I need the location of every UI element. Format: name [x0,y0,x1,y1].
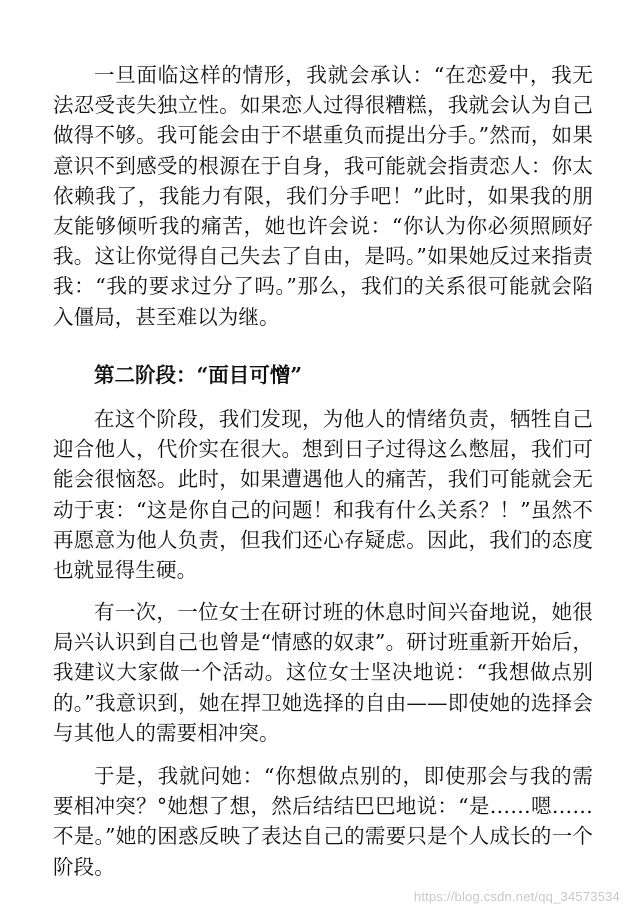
section-heading: 第二阶段：“面目可憎” [94,363,303,387]
watermark-text: https://blog.csdn.net/qq_34573534 [413,889,620,904]
paragraph-4: 于是，我就问她：“你想做点别的，即使那会与我的需要相冲突？°她想了想，然后结结巴巴地说：“是……嗯……不是。”她的困惑反映了表达自己的需要只是个人成长的一个阶段。 [53,764,593,879]
paragraph-1: 一旦面临这样的情形，我就会承认：“在恋爱中，我无法忍受丧失独立性。如果恋人过得很糟糕，我就会认为自己做得不够。我可能会由于不堪重负而提出分手。”然而，如果意识不到感受的根源在于自身，我可能就会指责恋人：你太依赖我了，我能力有限，我们分手吧！”此时，如果我的朋友能够倾听我的痛苦，她也许会说：“你认为你必须照顾好我。这让你觉得自己失去了自由，是吗。”如果她反过来指责我：“我的要求过分了吗。”那么，我们的关系很可能就会陷入僵局，甚至难以为继。 [53,63,593,329]
paragraph-2: 在这个阶段，我们发现，为他人的情绪负责，牺牲自己迎合他人，代价实在很大。想到日子过得这么憋屈，我们可能会很恼怒。此时，如果遭遇他人的痛苦，我们可能就会无动于衷：“这是你自己的问题！和我有什么关系？！”虽然不再愿意为他人负责，但我们还心存疑虑。因此，我们的态度也就显得生硬。 [53,407,593,583]
paragraph-3: 有一次，一位女士在研讨班的休息时间兴奋地说，她很局兴认识到自己也曾是“情感的奴隶”。研讨班重新开始后，我建议大家做一个活动。这位女士坚决地说：“我想做点别的。”我意识到，她在捍卫她选择的自由——即使她的选择会与其他人的需要相冲突。 [53,600,593,745]
